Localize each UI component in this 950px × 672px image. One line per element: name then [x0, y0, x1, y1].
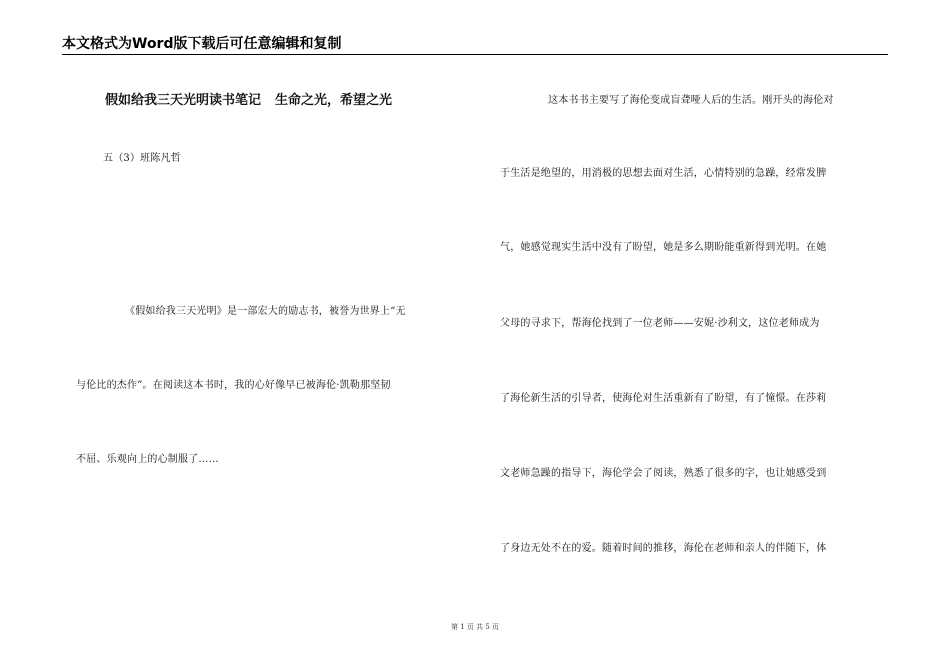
- paragraph-line: 了海伦新生活的引导者，使海伦对生活重新有了盼望，有了憧憬。在莎莉: [500, 393, 827, 404]
- paragraph-line: 父母的寻求下，帮海伦找到了一位老师——安妮·沙利文，这位老师成为: [500, 318, 820, 329]
- paragraph-line: 不屈、乐观向上的心制服了……: [76, 454, 219, 465]
- title-main: 假如给我三天光明读书笔记: [105, 93, 262, 108]
- page-number-footer: 第 1 页 共 5 页: [450, 623, 500, 631]
- document-header: 本文格式为Word版下载后可任意编辑和复制: [62, 36, 342, 52]
- author-line: 五（3）班陈凡哲: [103, 153, 181, 164]
- paragraph-line: 文老师急躁的指导下，海伦学会了阅读，熟悉了很多的字，也让她感受到: [500, 468, 827, 479]
- paragraph-line: 这本书书主要写了海伦变成盲聋哑人后的生活。刚开头的海伦对: [548, 95, 834, 106]
- header-rule: [62, 54, 888, 55]
- paragraph-line: 于生活是绝望的，用消极的思想去面对生活，心情特别的急躁，经常发脾: [500, 168, 827, 179]
- paragraph-line: 《假如给我三天光明》是一部宏大的励志书，被誉为世界上“无: [125, 306, 406, 317]
- paragraph-line: 与伦比的杰作”。在阅读这本书时，我的心好像早已被海伦·凯勒那坚韧: [76, 380, 391, 391]
- title-subtitle: 生命之光，希望之光: [275, 93, 393, 108]
- document-title: [105, 92, 392, 110]
- paragraph-line: 气，她感觉现实生活中没有了盼望，她是多么期盼能重新得到光明。在她: [500, 242, 827, 253]
- paragraph-line: 了身边无处不在的爱。随着时间的推移，海伦在老师和亲人的伴随下，体: [500, 543, 827, 554]
